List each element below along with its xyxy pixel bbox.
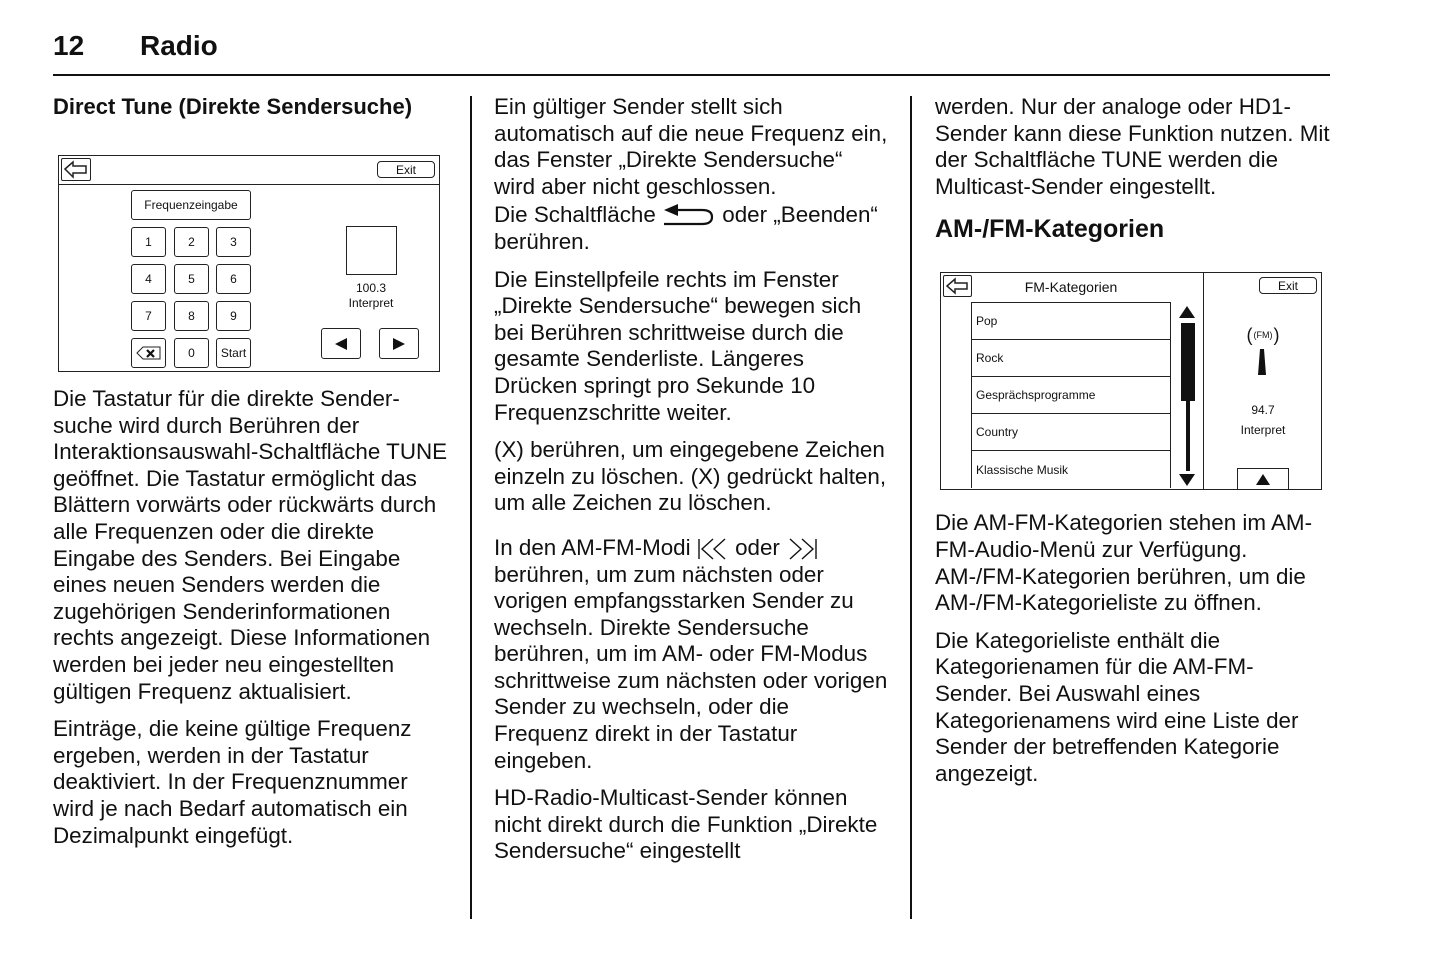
paragraph: Einträge, die keine gültige Frequenz ergeben, werden in der Tastatur deaktiviert. In der Frequenznummer wird je nach Bedarf automatisch ein Dezimalpunkt eingefügt.: [53, 716, 412, 848]
paragraph: In den AM-FM-Modi oder berühren, um zum nächsten oder vorigen empfangsstarken Sender zu wechseln. Direkte Sendersuche berühren, um im AM- oder FM-Modus schrittweise zum nächsten oder vorigen Sender zu wechseln, oder die Frequenz direkt in der Tastatur eingeben.: [494, 534, 888, 773]
scrollbar-track: [1186, 401, 1190, 471]
key-1: 1: [131, 227, 166, 257]
expand-panel-button: [1237, 468, 1289, 489]
exit-button: Exit: [377, 161, 435, 178]
key-5: 5: [174, 264, 209, 294]
column-divider: [910, 96, 912, 919]
fm-signal-icon: ( (FM) ): [1246, 324, 1280, 345]
seek-forward-icon: [786, 538, 818, 560]
triangle-up-icon: [1179, 306, 1195, 318]
triangle-left-icon: [334, 337, 348, 351]
paragraph: Die Tastatur für die direkte Sendersuche wird durch Berühren der Interaktionsauswahl-Schaltfläche TUNE geöffnet. Die Tastatur ermöglicht das Blättern vorwärts oder rückwärts durch alle Frequenzen oder die direkte Eingabe des Senders. Bei Eingabe eines neuen Senders werden die zugehörigen Senderinformationen rechts angezeigt. Diese Informationen werden bei jeder neu eingestellten gültigen Frequenz aktualisiert.: [53, 386, 448, 704]
triangle-up-icon: [1256, 474, 1270, 485]
frequency-entry-field: Frequenzeingabe: [131, 190, 251, 220]
page-header: [53, 28, 1330, 76]
tune-down-button: [321, 328, 361, 359]
tune-up-button: [379, 328, 419, 359]
fm-categories-screen-figure: [940, 272, 1322, 490]
key-8: 8: [174, 301, 209, 331]
column-3: [935, 94, 1330, 798]
return-arrow-icon: [662, 204, 716, 228]
column-2: [494, 94, 889, 876]
key-9: 9: [216, 301, 251, 331]
triangle-down-icon: [1179, 474, 1195, 486]
back-arrow-icon: [943, 275, 972, 297]
category-item: Rock: [971, 340, 1171, 377]
page-number: 12: [53, 30, 85, 61]
category-item: Pop: [971, 303, 1171, 340]
column-divider: [470, 96, 472, 919]
backspace-x-icon: [136, 346, 162, 360]
category-item: Gesprächsprogramme: [971, 377, 1171, 414]
paragraph: Die Kategorieliste enthält die Kategorienamen für die AM-FM-Sender. Bei Auswahl eines Kategorienamens wird eine Liste der Sender der betreffenden Kategorie angezeigt.: [935, 627, 1299, 786]
section-heading-am-fm-categories: AM-/FM-Kategorien: [935, 215, 1165, 244]
antenna-icon: [1256, 349, 1268, 375]
triangle-right-icon: [392, 337, 406, 351]
station-frequency: 94.7: [1251, 403, 1275, 418]
back-arrow-icon: [61, 158, 91, 181]
panel-divider: [1203, 273, 1204, 489]
page-title: Radio: [140, 30, 218, 61]
category-item: Country: [971, 414, 1171, 451]
paragraph: werden. Nur der analoge oder HD1-Sender kann diese Funktion nutzen. Mit der Schaltfläche TUNE werden die Multicast-Sender eingestellt.: [935, 94, 1330, 199]
seek-back-icon: [697, 538, 729, 560]
delete-key: [131, 338, 166, 368]
album-art-placeholder: [346, 226, 397, 275]
paragraph: Die Einstellpfeile rechts im Fenster „Direkte Sendersuche“ bewegen sich bei Berühren schrittweise durch die gesamte Senderliste. Längeres Drücken springt pro Sekunde 10 Frequenzschritte weiter.: [494, 266, 862, 425]
station-artist: Interpret: [348, 296, 394, 310]
paragraph: HD-Radio-Multicast-Sender können nicht direkt durch die Funktion „Direkte Sendersuche“ eingestellt: [494, 785, 878, 864]
start-key: Start: [216, 338, 251, 368]
key-7: 7: [131, 301, 166, 331]
key-6: 6: [216, 264, 251, 294]
column-1: [53, 94, 448, 860]
key-0: 0: [174, 338, 209, 368]
screen-title: FM-Kategorien: [1024, 279, 1118, 296]
exit-button: Exit: [1259, 277, 1317, 294]
key-3: 3: [216, 227, 251, 257]
station-frequency: 100.3: [355, 281, 387, 295]
paragraph: Ein gültiger Sender stellt sich automatisch auf die neue Frequenz ein, das Fenster „Direkte Sendersuche“ wird aber nicht geschlossen.: [494, 94, 888, 199]
category-item: Klassische Musik: [971, 451, 1171, 488]
paragraph: (X) berühren, um eingegebene Zeichen einzeln zu löschen. (X) gedrückt halten, um alle Zeichen zu löschen.: [494, 437, 887, 516]
scrollbar-thumb: [1181, 323, 1195, 401]
paragraph: Die Schaltfläche oder „Beenden“ berühren.: [494, 202, 878, 254]
key-2: 2: [174, 227, 209, 257]
direct-tune-screen-figure: [58, 155, 440, 372]
key-4: 4: [131, 264, 166, 294]
section-heading-direct-tune: Direct Tune (Direkte Sendersuche): [53, 94, 413, 119]
paragraph: Die AM-FM-Kategorien stehen im AM-FM-Audio-Menü zur Verfügung. AM-/FM-Kategorien berühren, um die AM-/FM-Kategorieliste zu öffnen.: [935, 510, 1313, 616]
station-artist: Interpret: [1240, 423, 1286, 438]
